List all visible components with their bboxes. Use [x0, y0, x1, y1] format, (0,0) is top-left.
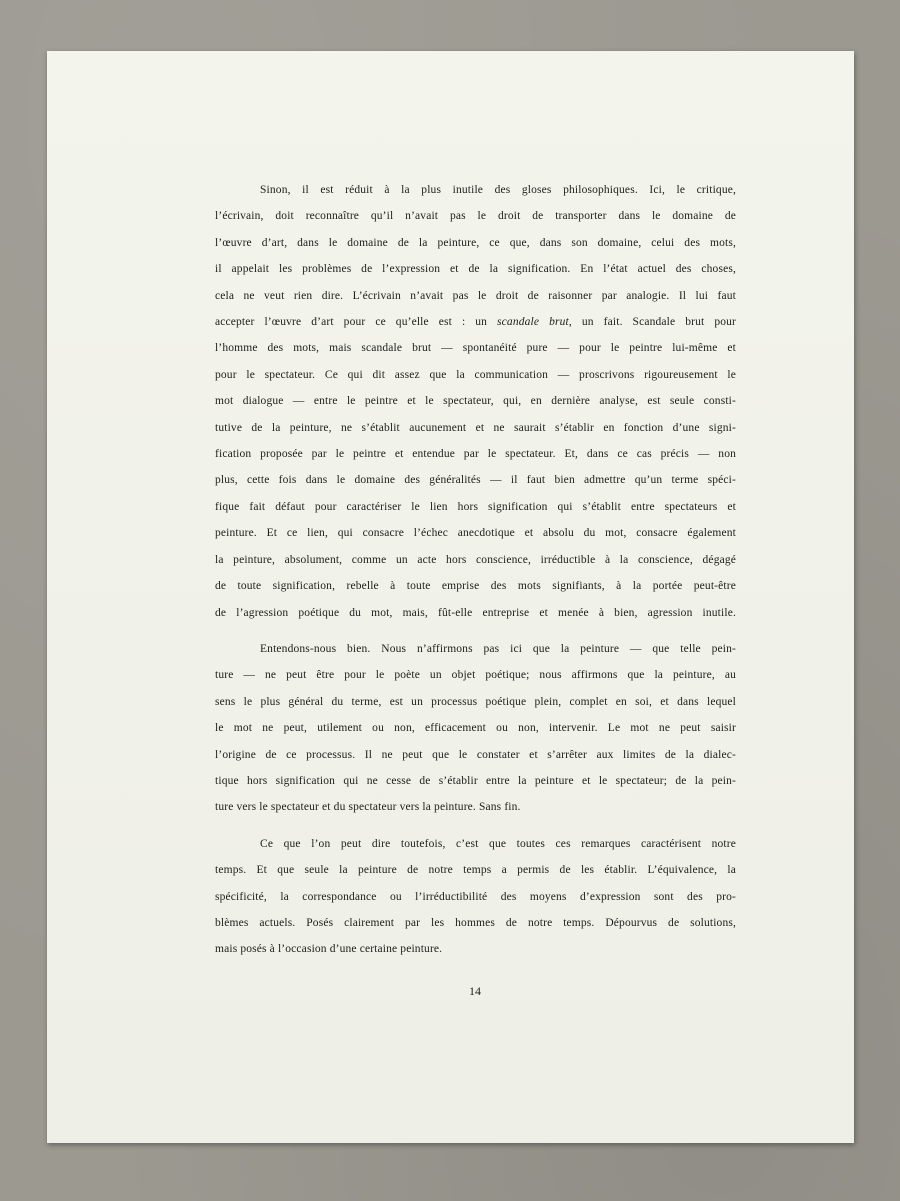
text-line: accepter l’œuvre d’art pour ce qu’elle est : un scandale brut, un fait. Scandale brut pour — [215, 316, 736, 329]
text-line: spécificité, la correspondance ou l’irréductibilité des moyens d’expression sont des pro- — [215, 890, 736, 903]
text-line: temps. Et que seule la peinture de notre temps a permis de les établir. L’équivalence, la — [215, 864, 736, 877]
paragraph-2 — [215, 636, 736, 821]
text-line: mais posés à l’occasion d’une certaine peinture. — [215, 943, 443, 956]
text-line: il appelait les problèmes de l’expression et de la signification. En l’état actuel des choses, — [215, 263, 736, 276]
text-line: l’homme des mots, mais scandale brut — spontanéité pure — pour le peintre lui-même et — [215, 342, 736, 355]
text-line: l’origine de ce processus. Il ne peut que le constater et s’arrêter aux limites de la dialec- — [215, 748, 736, 761]
text-line: de l’agression poétique du mot, mais, fût-elle entreprise et menée à bien, agression inutile. — [215, 606, 736, 619]
text-line: tutive de la peinture, ne s’établit aucunement et ne saurait s’établir en fonction d’une signi- — [215, 421, 736, 434]
paragraph-1 — [215, 177, 736, 626]
text-line: Ce que l’on peut dire toutefois, c’est que toutes ces remarques caractérisent notre — [260, 837, 736, 850]
text-line: ture — ne peut être pour le poète un objet poétique; nous affirmons que la peinture, au — [215, 669, 736, 682]
text-line: mot dialogue — entre le peintre et le spectateur, qui, en dernière analyse, est seule consti- — [215, 395, 736, 408]
text-line: pour le spectateur. Ce qui dit assez que la communication — proscrivons rigoureusement le — [215, 368, 736, 381]
text-line: ture vers le spectateur et du spectateur vers la peinture. Sans fin. — [215, 801, 521, 814]
text-line: le mot ne peut, utilement ou non, efficacement ou non, intervenir. Le mot ne peut saisir — [215, 722, 736, 735]
text-line: la peinture, absolument, comme un acte hors conscience, irréductible à la conscience, dégagé — [215, 553, 736, 566]
text-line: de toute signification, rebelle à toute emprise des mots signifiants, à la portée peut-être — [215, 580, 736, 593]
text-line: fique fait défaut pour caractériser le lien hors signification qui s’établit entre spectateurs et — [215, 500, 736, 513]
italic-phrase: scandale brut — [497, 316, 569, 329]
text-line: plus, cette fois dans le domaine des généralités — il faut bien admettre qu’un terme spéci- — [215, 474, 736, 487]
text-line: sens le plus général du terme, est un processus poétique plein, complet en soi, et dans lequel — [215, 695, 736, 708]
text-line: tique hors signification qui ne cesse de s’établir entre la peinture et le spectateur; de la pein- — [215, 774, 736, 787]
body-text — [215, 177, 736, 963]
text-line: Entendons-nous bien. Nous n’affirmons pas ici que la peinture — que telle pein- — [260, 642, 736, 655]
paragraph-3 — [215, 831, 736, 963]
page-number: 14 — [469, 984, 481, 998]
text-line: l’écrivain, doit reconnaître qu’il n’avait pas le droit de transporter dans le domaine de — [215, 210, 736, 223]
text-line: fication proposée par le peintre et entendue par le spectateur. Et, dans ce cas précis — non — [215, 448, 736, 461]
text-line: blèmes actuels. Posés clairement par les hommes de notre temps. Dépourvus de solutions, — [215, 916, 736, 929]
text-line: Sinon, il est réduit à la plus inutile des gloses philosophiques. Ici, le critique, — [260, 184, 736, 196]
text-line: cela ne veut rien dire. L’écrivain n’avait pas le droit de raisonner par analogie. Il lui faut — [215, 289, 736, 302]
text-line: peinture. Et ce lien, qui consacre l’échec anecdotique et absolu du mot, consacre également — [215, 527, 736, 540]
text-line: l’œuvre d’art, dans le domaine de la peinture, ce que, dans son domaine, celui des mots, — [215, 236, 736, 249]
